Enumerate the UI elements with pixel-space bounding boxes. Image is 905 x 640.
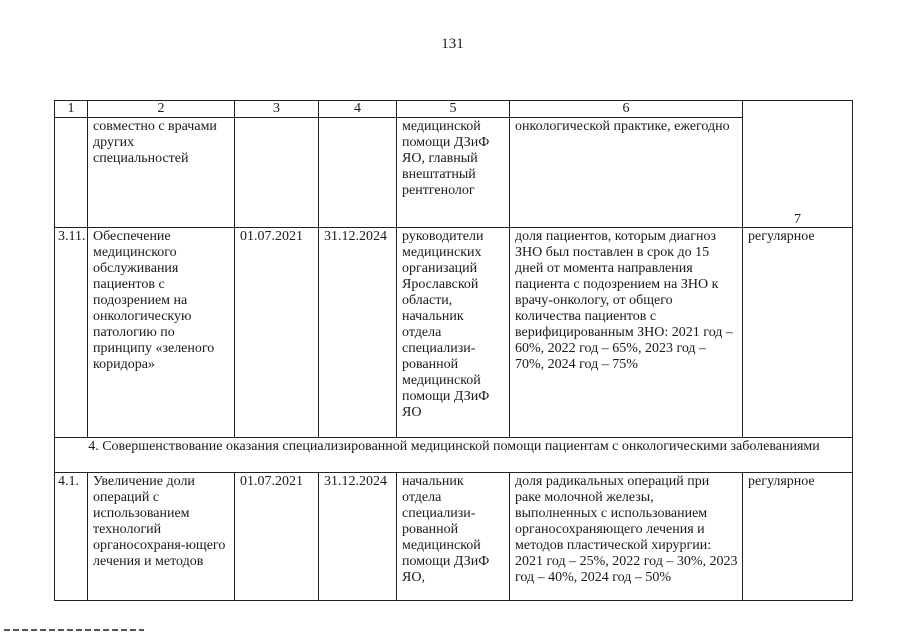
row-number: 3.11. bbox=[55, 228, 88, 438]
continuation-row bbox=[55, 118, 853, 228]
cont-num-cell bbox=[55, 118, 88, 228]
col-number-7-label: 7 bbox=[794, 212, 801, 227]
col-number-3: 3 bbox=[235, 101, 319, 118]
event-cell: Обеспечение медицинского обслуживания пациентов с подозрением на онкологическую патологию по принципу «зеленого коридора» bbox=[88, 228, 235, 438]
column-number-row bbox=[55, 101, 853, 118]
indicator-cell: доля пациентов, которым диагноз ЗНО был поставлен в срок до 15 дней от момента направления пациента с подозрением на ЗНО к врачу-онкологу, от общего количества пациентов с верифицированным ЗНО: 2021 год – 60%, 2022 год – 65%, 2023 год – 70%, 2024 год – 75% bbox=[510, 228, 743, 438]
page-number: 131 bbox=[441, 36, 464, 52]
table-row-3-11 bbox=[55, 228, 853, 438]
start-date-cell: 01.07.2021 bbox=[235, 228, 319, 438]
col-number-1: 1 bbox=[55, 101, 88, 118]
end-date-cell: 31.12.2024 bbox=[319, 473, 397, 601]
col-number-7 bbox=[743, 101, 853, 228]
type-cell: регулярное bbox=[743, 228, 853, 438]
indicator-cell: доля радикальных операций при раке молочной железы, выполненных с использованием органосохраняющего лечения и методов пластической хирургии: 2021 год – 25%, 2022 год – 30%, 2023 год – 40%, 2024 год – 50% bbox=[510, 473, 743, 601]
responsible-cell: руководители медицинских организаций Ярославской области, начальник отдела специализи-рованной медицинской помощи ДЗиФ ЯО bbox=[397, 228, 510, 438]
col-number-6: 6 bbox=[510, 101, 743, 118]
cont-end-cell bbox=[319, 118, 397, 228]
footer-rule bbox=[4, 629, 144, 631]
plan-table bbox=[54, 100, 853, 601]
start-date-cell: 01.07.2021 bbox=[235, 473, 319, 601]
col-number-4: 4 bbox=[319, 101, 397, 118]
type-cell: регулярное bbox=[743, 473, 853, 601]
section-4-row bbox=[55, 438, 853, 473]
cont-start-cell bbox=[235, 118, 319, 228]
cont-event-cell: совместно с врачами других специальностей bbox=[88, 118, 235, 228]
section-title: 4. Совершенствование оказания специализированной медицинской помощи пациентам с онкологическими заболеваниями bbox=[55, 438, 853, 473]
cont-responsible-cell: медицинской помощи ДЗиФ ЯО, главный внештатный рентгенолог bbox=[397, 118, 510, 228]
table-row-4-1 bbox=[55, 473, 853, 601]
cont-indicator-cell: онкологической практике, ежегодно bbox=[510, 118, 743, 228]
col-number-5: 5 bbox=[397, 101, 510, 118]
row-number: 4.1. bbox=[55, 473, 88, 601]
col-number-2: 2 bbox=[88, 101, 235, 118]
event-cell: Увеличение доли операций с использованием технологий органосохраня-ющего лечения и методов bbox=[88, 473, 235, 601]
end-date-cell: 31.12.2024 bbox=[319, 228, 397, 438]
responsible-cell: начальник отдела специализи-рованной медицинской помощи ДЗиФ ЯО, bbox=[397, 473, 510, 601]
